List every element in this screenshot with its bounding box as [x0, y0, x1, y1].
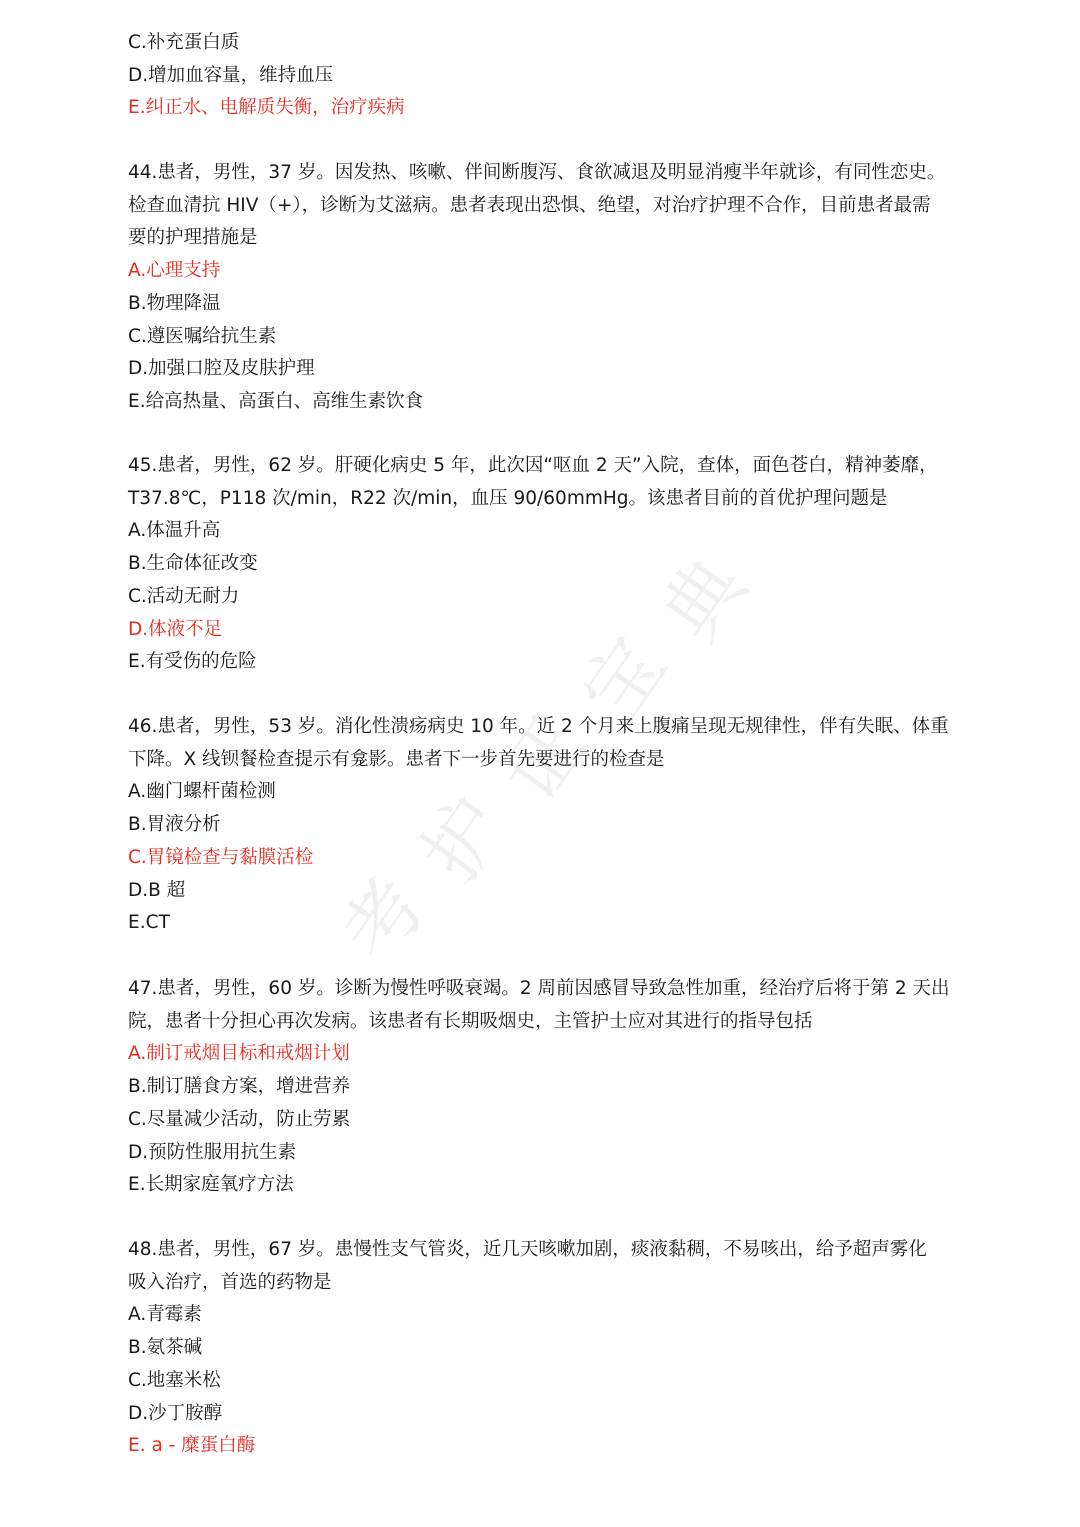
question-stem-line: 要的护理措施是 [128, 227, 258, 249]
question-stem-line: 44.患者，男性，37 岁。因发热、咳嗽、伴间断腹泻、食欲减退及明显消瘦半年就诊，有同性恋史。 [128, 162, 946, 183]
answer-option: C.遵医嘱给抗生素 [128, 325, 277, 347]
question-stem-line: 下降。X 线钡餐检查提示有龛影。患者下一步首先要进行的检查是 [128, 748, 665, 770]
answer-option: C.地塞米松 [128, 1369, 221, 1391]
answer-option-correct: C.胃镜检查与黏膜活检 [128, 846, 314, 868]
watermark-char: 证 [485, 702, 604, 818]
answer-option: E.CT [128, 912, 170, 934]
answer-option: C.补充蛋白质 [128, 32, 240, 53]
question-stem-line: 院，患者十分担心再次发病。该患者有长期吸烟史，主管护士应对其进行的指导包括 [128, 1010, 813, 1032]
answer-option: D.B 超 [128, 879, 186, 901]
answer-option: C.尽量减少活动，防止劳累 [128, 1108, 351, 1130]
watermark-char: 考 [325, 862, 444, 978]
watermark-char: 护 [405, 782, 524, 898]
answer-option: A.体温升高 [128, 520, 221, 542]
question-stem-line: 47.患者，男性，60 岁。诊断为慢性呼吸衰竭。2 周前因感冒导致急性加重，经治疗后将于第 2 天出 [128, 978, 950, 999]
answer-option: B.制订膳食方案，增进营养 [128, 1076, 351, 1098]
answer-option-correct: A.制订戒烟目标和戒烟计划 [128, 1043, 350, 1065]
question-stem-line: 46.患者，男性，53 岁。消化性溃疡病史 10 年。近 2 个月来上腹痛呈现无规律性，伴有失眠、体重 [128, 716, 949, 737]
question-stem-line: T37.8℃，P118 次/min，R22 次/min，血压 90/60mmHg。该患者目前的首优护理问题是 [128, 487, 888, 509]
answer-option: D.增加血容量，维持血压 [128, 64, 334, 86]
answer-option: D.加强口腔及皮肤护理 [128, 358, 315, 380]
answer-option: B.胃液分析 [128, 814, 221, 836]
answer-option: D.预防性服用抗生素 [128, 1141, 297, 1163]
answer-option: E.给高热量、高蛋白、高维生素饮食 [128, 390, 424, 412]
answer-option: E.长期家庭氧疗方法 [128, 1174, 294, 1196]
watermark-char: 典 [645, 542, 764, 658]
answer-option: C.活动无耐力 [128, 585, 240, 607]
question-stem-line: 48.患者，男性，67 岁。患慢性支气管炎，近几天咳嗽加剧，痰液黏稠，不易咳出，给予超声雾化 [128, 1239, 927, 1260]
answer-option: B.生命体征改变 [128, 553, 258, 575]
answer-option-correct: E.纠正水、电解质失衡，治疗疾病 [128, 97, 405, 119]
answer-option: E.有受伤的危险 [128, 651, 257, 673]
answer-option: D.沙丁胺醇 [128, 1402, 223, 1424]
answer-option-correct: A.心理支持 [128, 260, 221, 282]
question-stem-line: 吸入治疗，首选的药物是 [128, 1271, 332, 1293]
answer-option: B.物理降温 [128, 292, 221, 314]
answer-option: A.青霉素 [128, 1304, 202, 1326]
answer-option: A.幽门螺杆菌检测 [128, 781, 276, 803]
question-stem-line: 45.患者，男性，62 岁。肝硬化病史 5 年，此次因“呕血 2 天”入院，查体，面色苍白，精神萎靡， [128, 455, 938, 476]
answer-option: B.氨茶碱 [128, 1337, 203, 1359]
question-stem-line: 检查血清抗 HIV（+），诊断为艾滋病。患者表现出恐惧、绝望，对治疗护理不合作，目前患者最需 [128, 194, 931, 216]
answer-option-correct: E. a - 糜蛋白酶 [128, 1435, 256, 1457]
watermark-char: 宝 [565, 622, 684, 738]
answer-option-correct: D.体液不足 [128, 618, 223, 640]
